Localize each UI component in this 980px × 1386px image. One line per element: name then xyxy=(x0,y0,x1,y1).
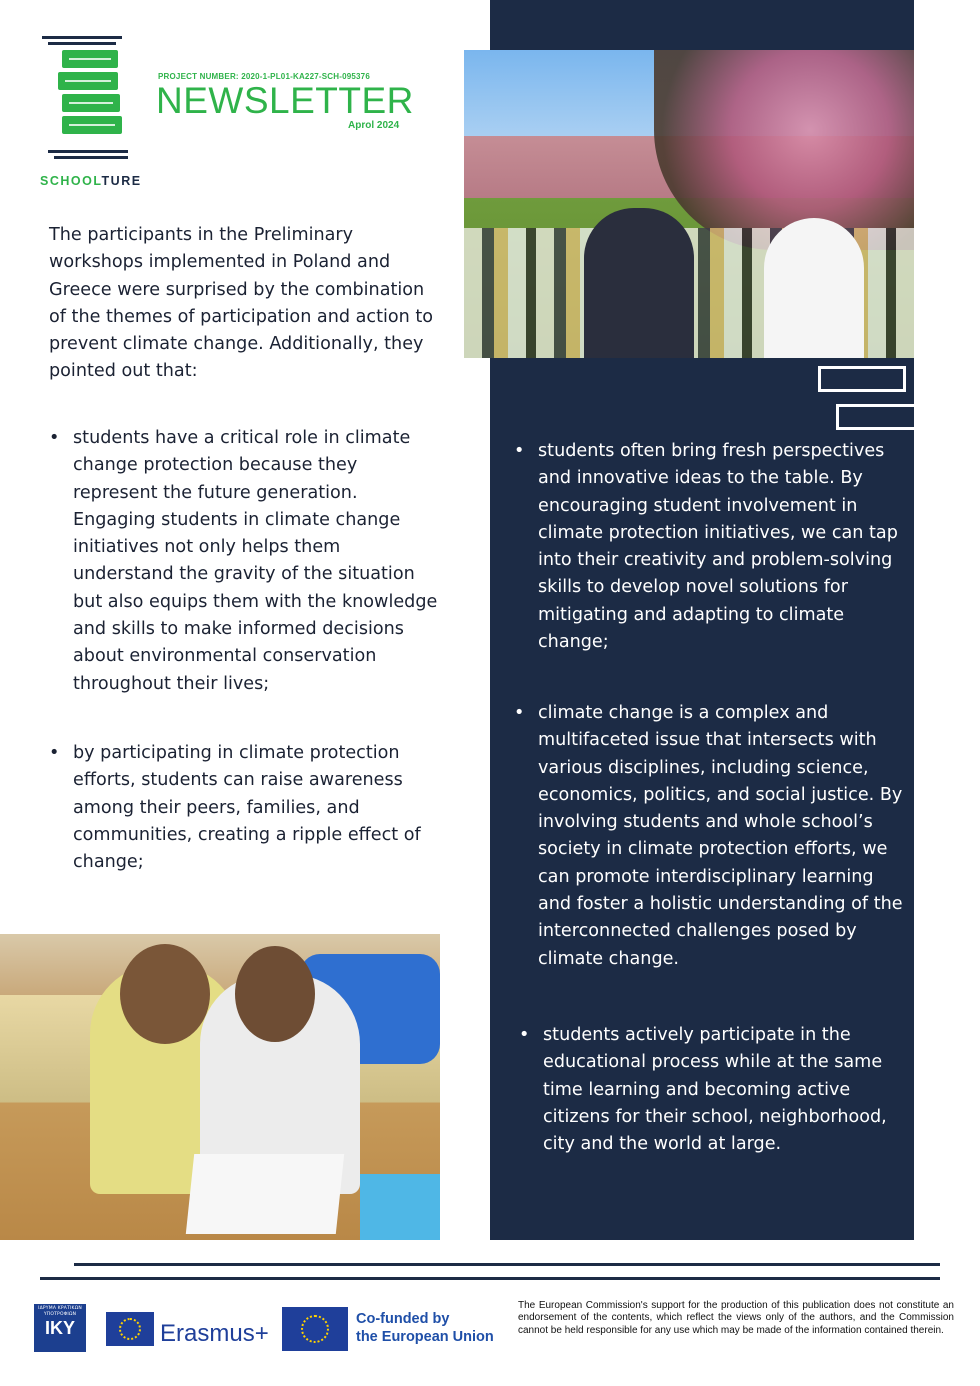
photo-classroom-students xyxy=(0,934,440,1240)
bullet-list-left-2 xyxy=(49,740,441,876)
erasmus-label: Erasmus+ xyxy=(160,1320,269,1347)
schoolture-logo xyxy=(40,34,158,194)
bullet-list-right-1 xyxy=(514,438,906,656)
list-item: • students actively participate in the educational process while at the same time learning and becoming active citizens for their school, neighborhood, city and the world at large. xyxy=(519,1022,904,1158)
logo-bottom-line xyxy=(48,150,128,153)
eu-stars-2 xyxy=(301,1315,329,1343)
list-item: • by participating in climate protection efforts, students can raise awareness among their peers, families, and communities, creating a ripple effect of change; xyxy=(49,740,441,876)
list-item: • students often bring fresh perspectives and innovative ideas to the table. By encouraging student involvement in climate protection initiatives, we can tap into their creativity and problem-solving skills to develop novel solutions for mitigating and adapting to climate change; xyxy=(514,438,906,656)
books-stack-pillar-icon xyxy=(62,50,118,68)
logo-top-line-2 xyxy=(48,42,116,45)
book-outline-icon xyxy=(818,366,906,392)
intro-paragraph: The participants in the Preliminary workshops implemented in Poland and Greece were surprised by the combination of the themes of participation and action to prevent climate change. Additionally, they pointed out that: xyxy=(49,225,434,382)
footer-rule-2 xyxy=(40,1277,940,1280)
logo-bottom-line-2 xyxy=(54,156,128,159)
photo-girl-white-head xyxy=(235,946,315,1042)
cofunded-label xyxy=(356,1310,494,1346)
bullet-list-right-3 xyxy=(519,1022,904,1158)
eu-flag-icon-2 xyxy=(282,1307,348,1351)
cofunded-line-1: Co-funded by xyxy=(356,1311,450,1327)
eu-stars xyxy=(119,1318,141,1340)
iky-subtitle: ΙΔΡΥΜΑ ΚΡΑΤΙΚΩΝ ΥΠΟΤΡΟΦΙΩΝ xyxy=(38,1306,82,1317)
brand-name xyxy=(40,174,170,188)
logo-top-line xyxy=(42,36,122,39)
logo-book-4 xyxy=(62,116,122,134)
issue-date: Aprol 2024 xyxy=(348,120,400,131)
cofunded-line-2: the European Union xyxy=(356,1329,494,1345)
photo-person-front xyxy=(584,208,694,358)
logo-book-3 xyxy=(62,94,120,112)
photo-person-right xyxy=(764,218,864,358)
logo-book-2 xyxy=(58,72,118,90)
footer-rule-1 xyxy=(74,1263,940,1266)
book-outline-icon-2 xyxy=(836,404,914,430)
disclaimer-text: The European Commission's support for the production of this publication does not constitute an endorsement of the contents, which reflect the views only of the authors, and the Commission cannot be held responsible for any use which may be made of the information contained therein. xyxy=(518,1300,954,1336)
iky-label: IKY xyxy=(44,1318,75,1338)
brand-part2: TURE xyxy=(101,174,142,188)
list-item: • climate change is a complex and multifaceted issue that intersects with various disciplines, including science, economics, politics, and social justice. By involving students and whole school’s society in climate protection efforts, we can promote interdisciplinary learning and foster a holistic understanding of the interconnected challenges posed by climate change. xyxy=(514,700,906,973)
photo-girl-yellow-head xyxy=(120,944,210,1044)
eu-flag-icon xyxy=(106,1312,154,1346)
photo-folder xyxy=(360,1174,440,1240)
iky-logo xyxy=(34,1304,86,1352)
project-number: PROJECT NUMBER: 2020-1-PL01-KA227-SCH-095376 xyxy=(158,72,370,81)
photo-outdoor-students xyxy=(464,50,914,358)
bullet-list-left-1 xyxy=(49,425,441,698)
brand-part1: SCHOOL xyxy=(40,174,102,188)
newsletter-title: NEWSLETTER xyxy=(156,80,414,121)
bullet-list-right-2 xyxy=(514,700,906,973)
list-item: • students have a critical role in climate change protection because they represent the future generation. Engaging students in climate change initiatives not only helps them understand the gravity of the situation but also equips them with the knowledge and skills to make informed decisions about environmental conservation throughout their lives; xyxy=(49,425,441,698)
photo-paper xyxy=(186,1154,344,1234)
photo-tree xyxy=(654,50,914,250)
